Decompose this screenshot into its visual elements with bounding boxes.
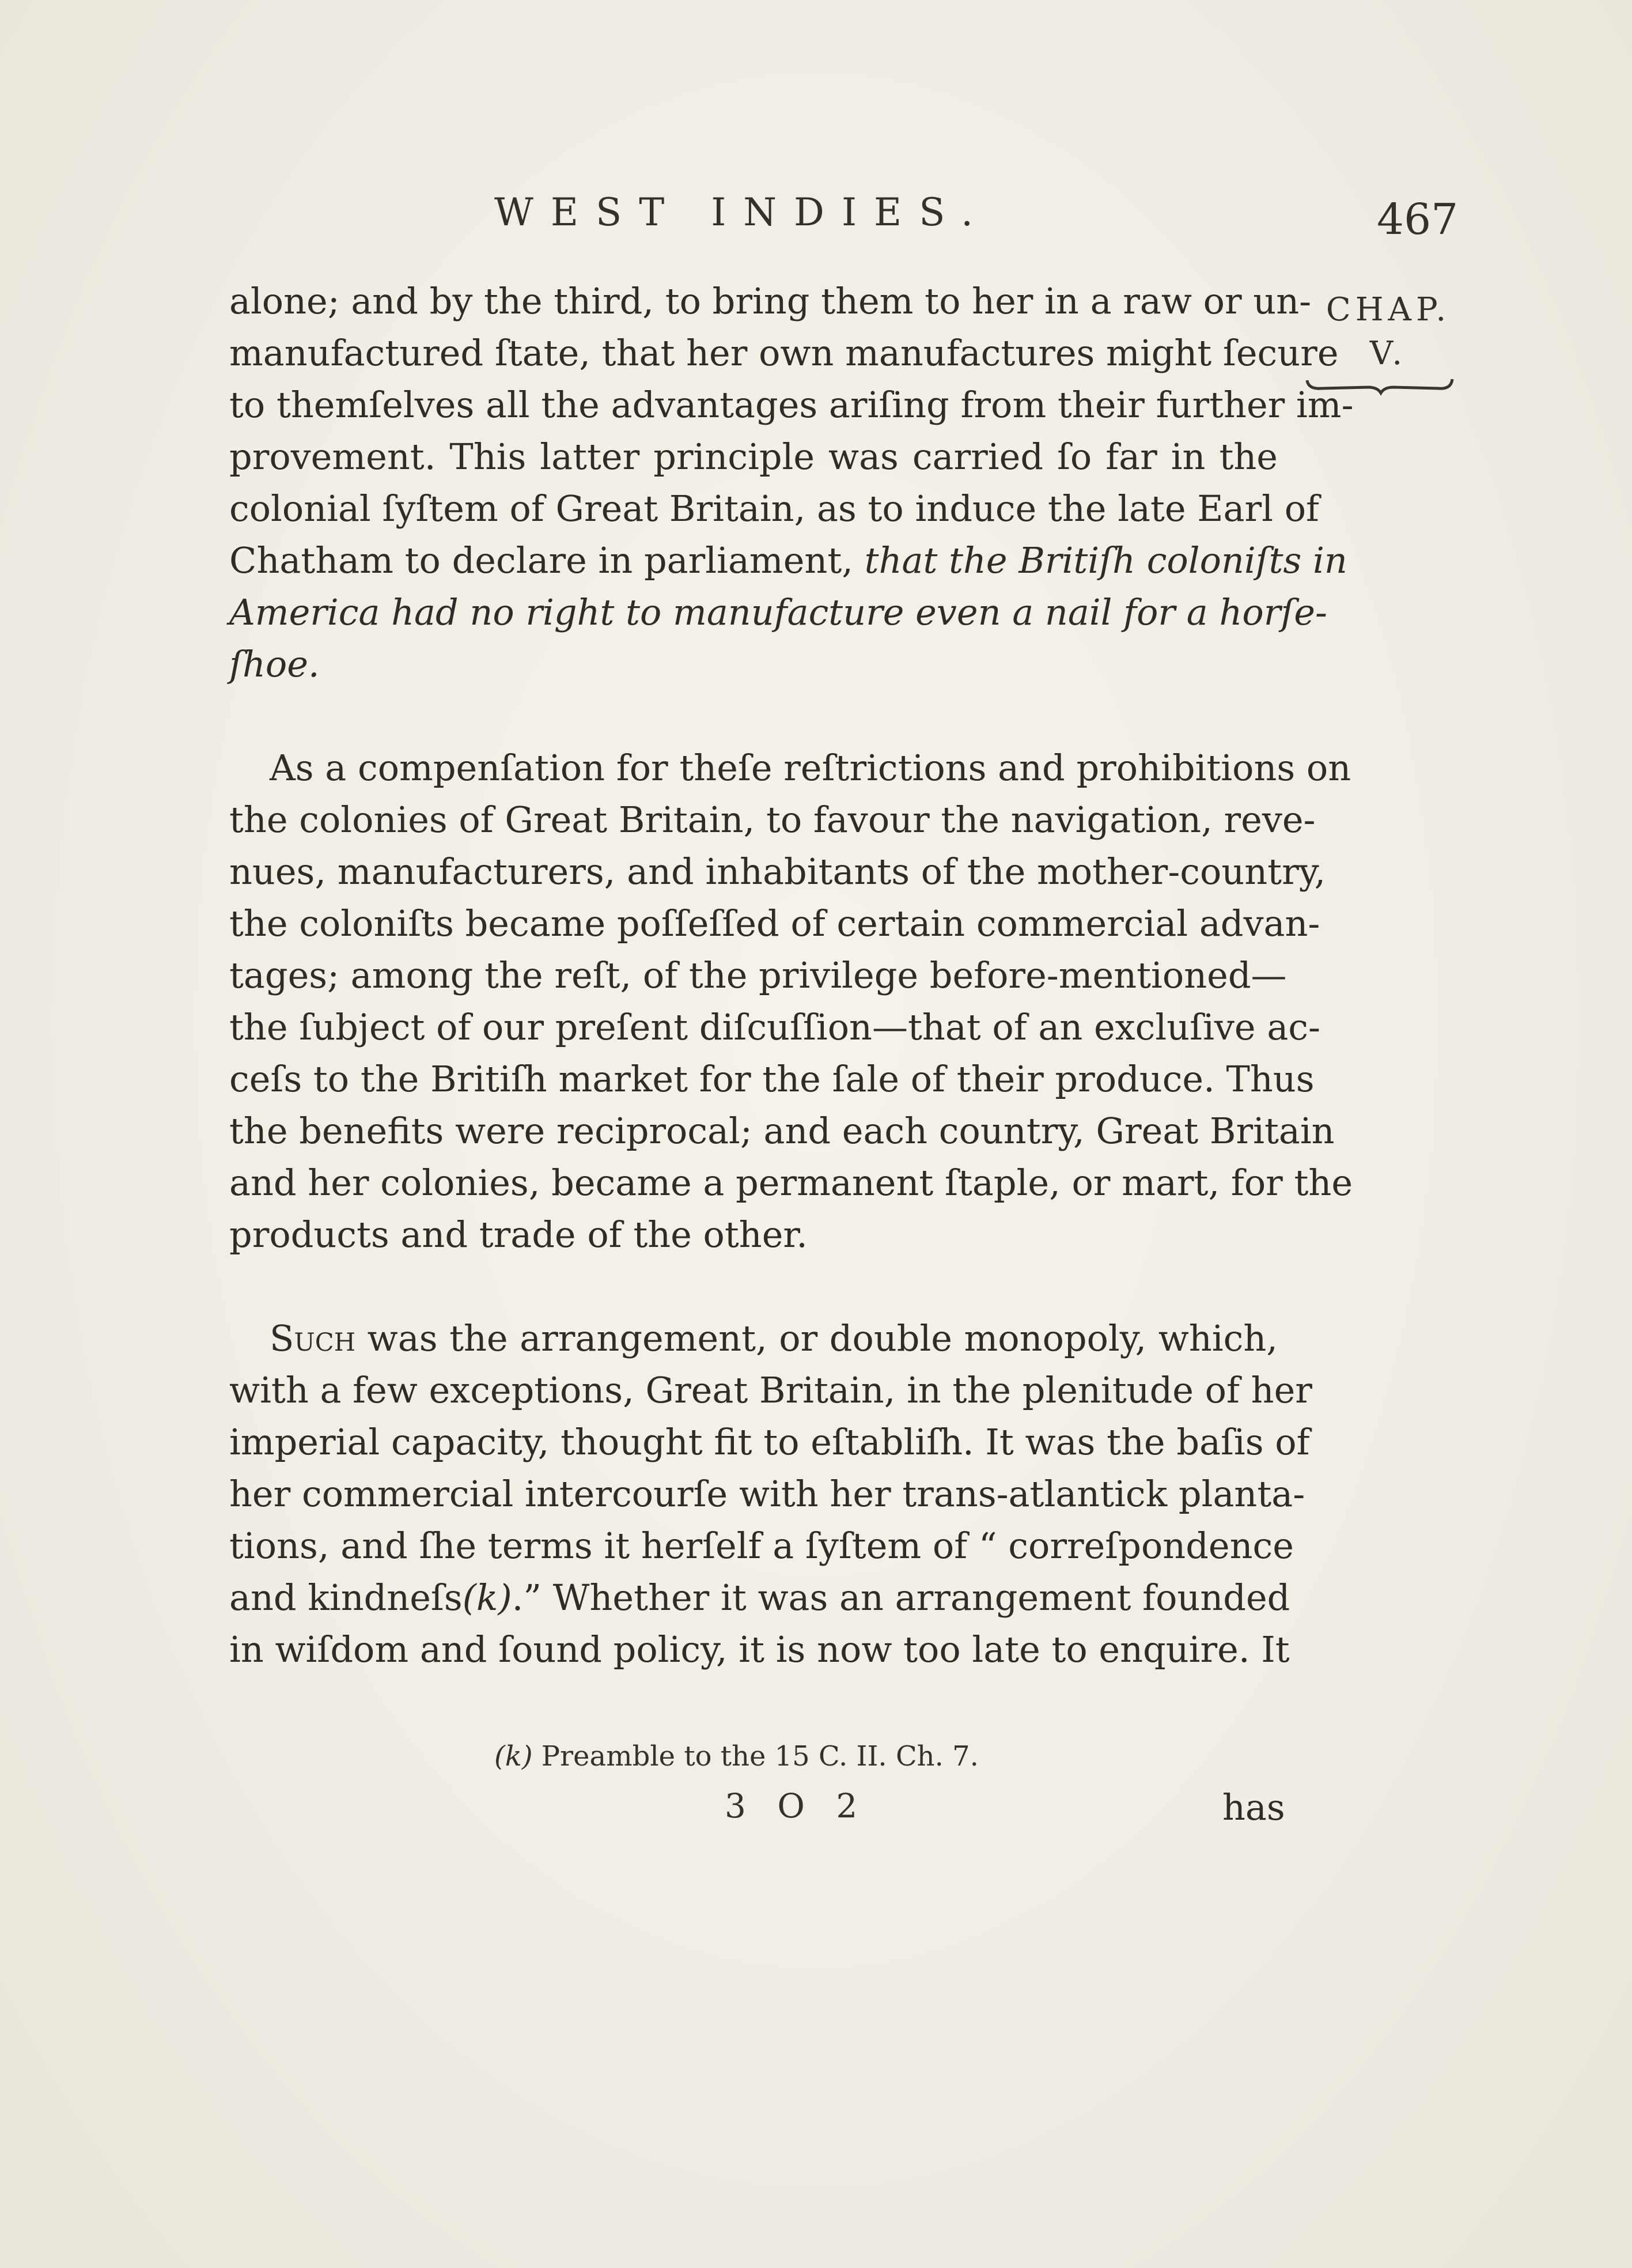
running-head: WEST INDIES. bbox=[494, 190, 991, 235]
text-line: nues, manufacturers, and inhabitants of the mother-country, bbox=[229, 850, 1326, 893]
chap-label: CHAP. bbox=[1326, 291, 1451, 328]
text-span: Chatham to declare in parliament, bbox=[229, 539, 865, 581]
text-line: colonial ſyſtem of Great Britain, as to induce the late Earl of bbox=[229, 487, 1319, 530]
text-span: was the arrangement, or double monopoly, which, bbox=[355, 1317, 1278, 1359]
text-line: manufactured ſtate, that her own manufactures might ſecure bbox=[229, 332, 1339, 374]
text-span: and kindneſs bbox=[229, 1577, 463, 1619]
text-line: the ſubject of our preſent diſcuſſion—that of an excluſive ac- bbox=[229, 1006, 1320, 1048]
text-line: in wiſdom and ſound policy, it is now too late to enquire. It bbox=[229, 1628, 1290, 1670]
text-line: her commercial intercourſe with her trans-atlantick planta- bbox=[229, 1473, 1305, 1515]
text-line: alone; and by the third, to bring them to her in a raw or un- bbox=[229, 280, 1312, 322]
text-line: the benefits were reciprocal; and each country, Great Britain bbox=[229, 1110, 1335, 1152]
signature-mark: 3 O 2 bbox=[725, 1786, 868, 1825]
footnote bbox=[494, 1740, 979, 1772]
text-line: with a few exceptions, Great Britain, in the plenitude of her bbox=[229, 1369, 1312, 1411]
text-line bbox=[229, 1313, 1278, 1364]
text-line: tages; among the reſt, of the privilege before-mentioned— bbox=[229, 954, 1287, 996]
text-line: products and trade of the other. bbox=[229, 1214, 808, 1256]
quote-italic-line: ſhoe. bbox=[229, 643, 320, 685]
body-text bbox=[229, 275, 1354, 1676]
footnote-reference: (k) bbox=[462, 1577, 512, 1619]
quote-italic: that the Britiſh coloniſts in bbox=[864, 539, 1347, 581]
text-line: ceſs to the Britiſh market for the ſale of their produce. Thus bbox=[229, 1058, 1315, 1100]
paragraph-gap bbox=[229, 1261, 1278, 1313]
paragraph-gap bbox=[229, 690, 1278, 742]
text-span: .” Whether it was an arrangement founded bbox=[512, 1577, 1290, 1619]
text-line: to themſelves all the advantages ariſing from their further im- bbox=[229, 384, 1354, 426]
text-line: tions, and ſhe terms it herſelf a ſyſtem of “ correſpondence bbox=[229, 1525, 1294, 1567]
text-line: and her colonies, became a permanent ſtaple, or mart, for the bbox=[229, 1162, 1353, 1204]
text-line: As a compenſation for theſe reſtrictions and prohibitions on bbox=[270, 747, 1351, 789]
catchword: has bbox=[1222, 1786, 1285, 1828]
chap-number: V. bbox=[1369, 335, 1407, 372]
footnote-mark: (k) bbox=[494, 1740, 533, 1772]
text-line: provement. This latter principle was carried ſo far in the bbox=[229, 436, 1278, 478]
text-line bbox=[229, 535, 1347, 587]
text-line bbox=[229, 1572, 1290, 1624]
text-line: the colonies of Great Britain, to favour the navigation, reve- bbox=[229, 799, 1316, 841]
text-line: imperial capacity, thought fit to eſtabliſh. It was the baſis of bbox=[229, 1421, 1310, 1463]
small-caps-lead: Such bbox=[270, 1317, 356, 1359]
footnote-text: Preamble to the 15 C. II. Ch. 7. bbox=[532, 1740, 979, 1772]
page-number: 467 bbox=[1377, 195, 1459, 244]
text-line: the coloniſts became poſſeſſed of certain commercial advan- bbox=[229, 902, 1320, 944]
quote-italic-line: America had no right to manufacture even a nail for a horſe- bbox=[229, 591, 1327, 633]
